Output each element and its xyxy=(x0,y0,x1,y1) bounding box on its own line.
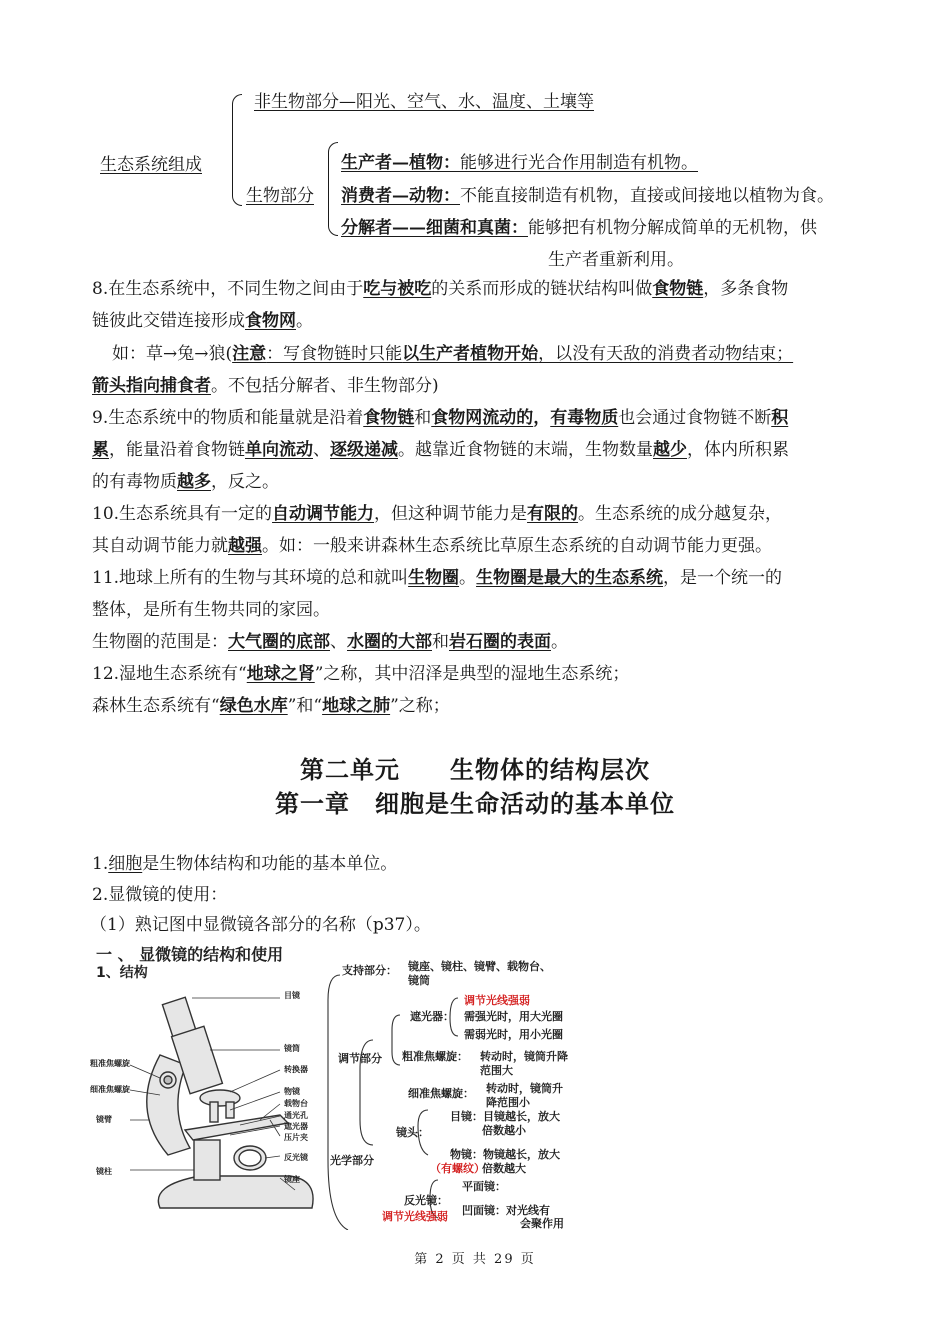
abiotic-part: 非生物部分—阳光、空气、水、温度、土壤等 xyxy=(254,92,594,112)
item-12-line-2: 森林生态系统有“绿色水库”和“地球之肺”之称； xyxy=(92,696,450,716)
label-aperture: 通光孔 xyxy=(284,1111,308,1120)
objective-red: （有螺纹） xyxy=(430,1162,485,1175)
item-8-line-2: 链彼此交错连接形成食物网。 xyxy=(92,311,313,331)
coarse-1: 转动时，镜筒升降 xyxy=(480,1050,568,1063)
item-12-line-1: 12.湿地生态系统有“地球之肾”之称，其中沼泽是典型的湿地生态系统； xyxy=(92,664,630,684)
decomposer-line: 分解者——细菌和真菌：能够把有机物分解成简单的无机物，供 xyxy=(341,218,817,238)
label-diaphragm: 遮光器 xyxy=(284,1122,308,1131)
support-label: 支持部分： xyxy=(342,964,397,977)
item-10-line-1: 10.生态系统具有一定的自动调节能力，但这种调节能力是有限的。生态系统的成分越复杂， xyxy=(92,504,783,524)
mirror-red: 调节光线强弱 xyxy=(382,1210,448,1223)
label-base: 镜座 xyxy=(284,1175,300,1184)
label-eyepiece: 目镜 xyxy=(284,991,300,1000)
biotic-part: 生物部分 xyxy=(246,186,314,206)
support-text-2: 镜筒 xyxy=(408,974,430,987)
figure-sub-title: 1、结构 xyxy=(96,965,148,981)
food-chain-example-2: 箭头指向捕食者。不包括分解者、非生物部分) xyxy=(92,376,439,396)
label-stage: 载物台 xyxy=(284,1099,308,1108)
objective-2: 倍数越大 xyxy=(482,1162,526,1175)
mirror-label: 反光镜： xyxy=(404,1194,448,1207)
ecosystem-root: 生态系统组成 xyxy=(100,155,202,175)
concave-1: 凹面镜：对光线有 xyxy=(462,1204,550,1217)
fine-label: 细准焦螺旋： xyxy=(408,1087,474,1100)
support-text-1: 镜座、镜柱、镜臂、载物台、 xyxy=(408,960,551,973)
item-8-line-1: 8.在生态系统中，不同生物之间由于吃与被吃的关系而形成的链状结构叫做食物链，多条食物 xyxy=(92,279,789,299)
item-10-line-2: 其自动调节能力就越强。如：一般来讲森林生态系统比草原生态系统的自动调节能力更强。 xyxy=(92,536,772,556)
shade-label: 遮光器： xyxy=(410,1010,454,1023)
label-tube: 镜筒 xyxy=(284,1044,300,1053)
decomposer-line-2: 生产者重新利用。 xyxy=(548,250,684,270)
ecosystem-bracket xyxy=(232,94,242,206)
biosphere-scope: 生物圈的范围是：大气圈的底部、水圈的大部和岩石圈的表面。 xyxy=(92,632,568,652)
producer-line: 生产者—植物：能够进行光合作用制造有机物。 xyxy=(341,153,698,173)
coarse-label: 粗准焦螺旋： xyxy=(402,1050,468,1063)
item-11-line-1: 11.地球上所有的生物与其环境的总和就叫生物圈。生物圈是最大的生态系统，是一个统一的 xyxy=(92,568,783,588)
shade-2: 需弱光时，用小光圈 xyxy=(464,1028,563,1041)
shade-1: 需强光时，用大光圈 xyxy=(464,1010,563,1023)
consumer-line: 消费者—动物：不能直接制造有机物，直接或间接地以植物为食。 xyxy=(341,186,834,206)
cell-item-1: 1.细胞是生物体结构和功能的基本单位。 xyxy=(92,854,398,874)
coarse-2: 范围大 xyxy=(480,1064,513,1077)
concave-2: 会聚作用 xyxy=(520,1217,564,1230)
flat-mirror: 平面镜： xyxy=(462,1180,506,1193)
fine-2: 降范围小 xyxy=(486,1096,530,1109)
biotic-bracket xyxy=(328,142,338,236)
item-9-line-3: 的有毒物质越多，反之。 xyxy=(92,472,279,492)
label-revolver: 转换器 xyxy=(284,1065,308,1074)
label-pillar: 镜柱 xyxy=(96,1167,112,1176)
label-arm: 镜臂 xyxy=(96,1115,112,1124)
cell-item-2: 2.显微镜的使用： xyxy=(92,885,228,905)
item-9-line-2: 累，能量沿着食物链单向流动、逐级递减。越靠近食物链的末端，生物数量越少，体内所积累 xyxy=(92,440,789,460)
food-chain-example: 如：草→兔→狼(注意：写食物链时只能以生产者植物开始，以没有天敌的消费者动物结束； xyxy=(112,344,794,364)
item-9-line-1: 9.生态系统中的物质和能量就是沿着食物链和食物网流动的，有毒物质也会通过食物链不断积 xyxy=(92,408,789,428)
label-objective: 物镜 xyxy=(284,1087,300,1096)
label-clip: 压片夹 xyxy=(284,1133,308,1142)
label-coarse: 粗准焦螺旋 xyxy=(90,1059,130,1068)
eyepiece-2: 倍数越小 xyxy=(482,1124,526,1137)
eyepiece-1: 目镜：目镜越长，放大 xyxy=(450,1110,560,1123)
label-mirror: 反光镜 xyxy=(284,1153,308,1162)
microscope-figure xyxy=(90,940,590,1230)
chapter-title: 第一章 细胞是生命活动的基本单位 xyxy=(275,789,675,818)
figure-section-title: 一 、 显微镜的结构和使用 xyxy=(96,945,284,964)
page-footer: 第 2 页 共 29 页 xyxy=(414,1252,536,1267)
item-11-line-2: 整体，是所有生物共同的家园。 xyxy=(92,600,330,620)
optical-label: 光学部分 xyxy=(330,1154,374,1167)
lens-label: 镜头： xyxy=(396,1126,429,1139)
label-fine: 细准焦螺旋 xyxy=(90,1085,130,1094)
shade-red: 调节光线强弱 xyxy=(464,994,530,1007)
cell-item-3: （1）熟记图中显微镜各部分的名称（p37）。 xyxy=(90,915,431,935)
unit-title: 第二单元 生物体的结构层次 xyxy=(300,755,650,784)
adjust-label: 调节部分 xyxy=(338,1052,382,1065)
fine-1: 转动时，镜筒升 xyxy=(486,1082,563,1095)
objective-1: 物镜：物镜越长，放大 xyxy=(450,1148,560,1161)
